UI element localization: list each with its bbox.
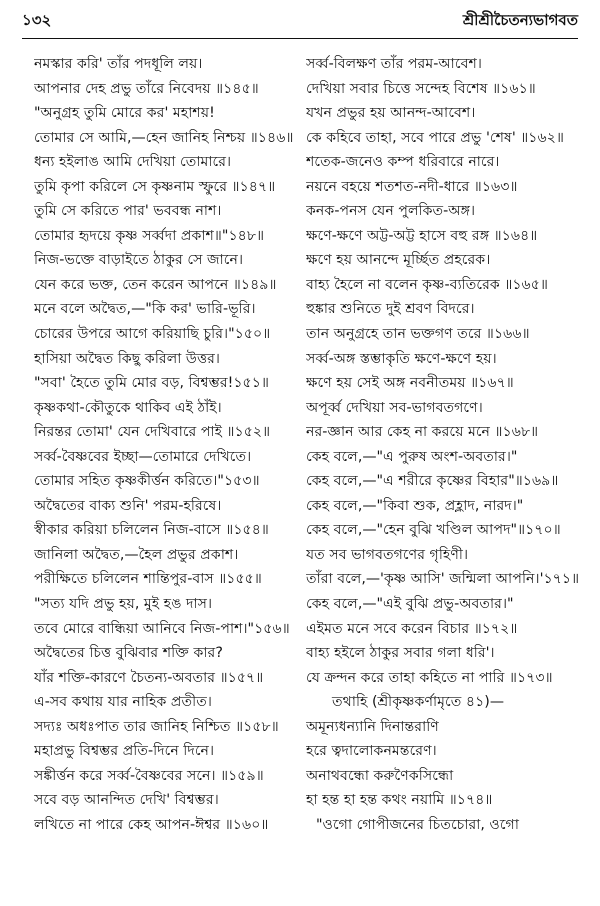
verse-line: আপনার দেহ প্রভু তাঁরে নিবেদয় ॥১৪৫॥ (34, 80, 259, 97)
verse-line: কেহ বলে,—"এ শরীরে কৃষ্ণের বিহার"॥১৬৯॥ (306, 473, 559, 490)
verse-line: কেহ বলে,—"হেন বুঝি খণ্ডিল আপদ"॥১৭০॥ (306, 522, 561, 539)
verse-line: অপূর্ব্ব দেখিয়া সব-ভাগবতগণে। (306, 399, 483, 416)
verse-line: যখন প্রভুর হয় আনন্দ-আবেশ। (306, 105, 476, 122)
verse-line: "সবা' হৈতে তুমি মোর বড়, বিশ্বম্ভর!১৫১॥ (34, 375, 269, 392)
verse-line: তান অনুগ্রহে তান ভক্তগণ তরে ॥১৬৬॥ (306, 326, 530, 343)
verse-line: নিরন্তর তোমা' যেন দেখিবারে পাই ॥১৫২॥ (34, 424, 271, 441)
verse-line: অদ্বৈতের বাক্য শুনি' পরম-হরিষে। (34, 497, 222, 514)
verse-line: যত সব ভাগবতগণের গৃহিণী। (306, 546, 469, 563)
verse-line: বাহ্য হইলে ঠাকুর সবার গলা ধরি'। (306, 645, 495, 662)
verse-line: "ওগো গোপীজনের চিতচোরা, ওগো (316, 816, 519, 833)
verse-line: সর্ব্ব-বৈষ্ণবের ইচ্ছা—তোমারে দেখিতে। (34, 448, 252, 465)
left-column (34, 52, 296, 838)
right-column (306, 52, 588, 838)
verse-line: মহাপ্রভু বিশ্বম্ভর প্রতি-দিনে দিনে। (34, 743, 215, 760)
verse-line: যে ক্রন্দন করে তাহা কহিতে না পারি ॥১৭৩॥ (306, 669, 553, 686)
verse-line: যেন করে ভক্ত, তেন করেন আপনে ॥১৪৯॥ (34, 276, 277, 293)
verse-line: সবে বড় আনন্দিত দেখি' বিশ্বম্ভর। (34, 792, 219, 809)
verse-line: কেহ বলে,—"এ পুরুষ অংশ-অবতার।" (306, 448, 518, 465)
verse-line: অদ্বৈতের চিত্ত বুঝিবার শক্তি কার? (34, 645, 223, 662)
verse-line: নয়নে বহয়ে শতশত-নদী-ধারে ॥১৬৩॥ (306, 178, 518, 195)
verse-line: হরে ত্বদালোকনমন্তরেণ। (306, 743, 437, 760)
verse-line: নর-জ্ঞান আর কেহ না করয়ে মনে ॥১৬৮॥ (306, 424, 539, 441)
verse-line: তবে মোরে বান্ধিয়া আনিবে নিজ-পাশ।"১৫৬॥ (34, 620, 290, 637)
verse-line: তথাহি (শ্রীকৃষ্ণকর্ণামৃতে ৪১)— (332, 694, 505, 711)
verse-line: শতেক-জনেও কম্প ধরিবারে নারে। (306, 154, 500, 171)
verse-line: জানিলা অদ্বৈত,—হৈল প্রভুর প্রকাশ। (34, 546, 239, 563)
verse-line: "সত্য যদি প্রভু হয়, মুই হঙ দাস। (34, 596, 213, 613)
verse-line: ক্ষণে-ক্ষণে অট্ট-অট্ট হাসে বহু রঙ্গ ॥১৬৪॥ (306, 227, 538, 244)
page-number: ১৩২ (22, 11, 52, 29)
verse-line: ক্ষণে হয় আনন্দে মূর্চ্ছিত প্রহরেক। (306, 252, 491, 269)
verse-line: হুঙ্কার শুনিতে দুই শ্রবণ বিদরে। (306, 301, 475, 318)
page-header (22, 8, 578, 34)
verse-line: নমস্কার করি' তাঁর পদধূলি লয়। (34, 56, 203, 72)
verse-line: ক্ষণে হয় সেই অঙ্গ নবনীতময় ॥১৬৭॥ (306, 375, 514, 392)
book-title: শ্রীশ্রীচৈতন্যভাগবত (462, 11, 578, 29)
verse-line: চোরের উপরে আগে করিয়াছি চুরি।"১৫০॥ (34, 326, 271, 343)
verse-line: কেহ বলে,—"এই বুঝি প্রভু-অবতার।" (306, 596, 514, 613)
verse-line: কেহ বলে,—"কিবা শুক, প্রহ্লাদ, নারদ।" (306, 497, 524, 514)
verse-line: হাসিয়া অদ্বৈত কিছু করিলা উত্তর। (34, 350, 220, 367)
verse-line: কৃষ্ণকথা-কৌতুকে থাকিব এই ঠাঁই। (34, 399, 222, 416)
verse-line: অমূন্যধন্যানি দিনান্তরাণি (306, 718, 439, 735)
verse-line: সর্ব্ব-বিলক্ষণ তাঁর পরম-আবেশ। (306, 56, 482, 72)
verse-line: তুমি কৃপা করিলে সে কৃষ্ণনাম স্ফুরে ॥১৪৭॥ (34, 178, 276, 195)
verse-line: এইমত মনে সবে করেন বিচার ॥১৭২॥ (306, 620, 518, 637)
verse-line: সর্ব্ব-অঙ্গ স্তম্ভাকৃতি ক্ষণে-ক্ষণে হয়। (306, 350, 497, 367)
verse-line: তোমার হৃদয়ে কৃষ্ণ সর্ব্বদা প্রকাশ॥"১৪৮॥ (34, 227, 265, 244)
verse-line: তোমার সে আমি,—হেন জানিহ নিশ্চয় ॥১৪৬॥ (34, 129, 294, 146)
verse-line: স্বীকার করিয়া চলিলেন নিজ-বাসে ॥১৫৪॥ (34, 522, 269, 539)
verse-line: হা হন্ত হা হন্ত কথং নয়ামি ॥১৭৪॥ (306, 792, 493, 809)
verse-line: তুমি সে করিতে পার' ভববন্ধ নাশ। (34, 203, 222, 220)
verse-line: সদ্যঃ অধঃপাত তার জানিহ নিশ্চিত ॥১৫৮॥ (34, 718, 279, 735)
verse-line: পরীক্ষিতে চলিলেন শান্তিপুর-বাস ॥১৫৫॥ (34, 571, 262, 588)
verse-line: ধন্য হইলাঙ আমি দেখিয়া তোমারে। (34, 154, 232, 171)
verse-line: "অনুগ্রহ তুমি মোরে কর' মহাশয়! (34, 105, 215, 122)
verse-line: লখিতে না পারে কেহ আপন-ঈশ্বর ॥১৬০॥ (34, 816, 269, 833)
verse-line: কনক-পনস যেন পুলকিত-অঙ্গ। (306, 203, 476, 220)
verse-line: দেখিয়া সবার চিত্তে সন্দেহ বিশেষ ॥১৬১॥ (306, 80, 536, 97)
verse-line: তাঁরা বলে,—'কৃষ্ণ আসি' জন্মিলা আপনি।'১৭১॥ (306, 571, 580, 588)
verse-line: নিজ-ভক্তে বাড়াইতে ঠাকুর সে জানে। (34, 252, 244, 269)
verse-line: যাঁর শক্তি-কারণে চৈতন্য-অবতার ॥১৫৭॥ (34, 669, 264, 686)
verse-line: তোমার সহিত কৃষ্ণকীর্ত্তন করিতে।"১৫৩॥ (34, 473, 260, 490)
verse-line: অনাথবন্ধো করুণৈকসিন্ধো (306, 767, 454, 784)
verse-line: কে কহিবে তাহা, সবে পারে প্রভু 'শেষ' ॥১৬২॥ (306, 129, 564, 146)
verse-line: সঙ্কীর্ত্তন করে সর্ব্ব-বৈষ্ণবের সনে। ॥১৫৯॥ (34, 767, 264, 784)
verse-line: বাহ্য হৈলে না বলেন কৃষ্ণ-ব্যতিরেক ॥১৬৫॥ (306, 276, 549, 293)
header-rule (22, 38, 578, 39)
verse-line: এ-সব কথায় যার নাহিক প্রতীত। (34, 694, 212, 711)
verse-line: মনে বলে অদ্বৈত,—"কি কর' ভারি-ভূরি। (34, 301, 256, 318)
